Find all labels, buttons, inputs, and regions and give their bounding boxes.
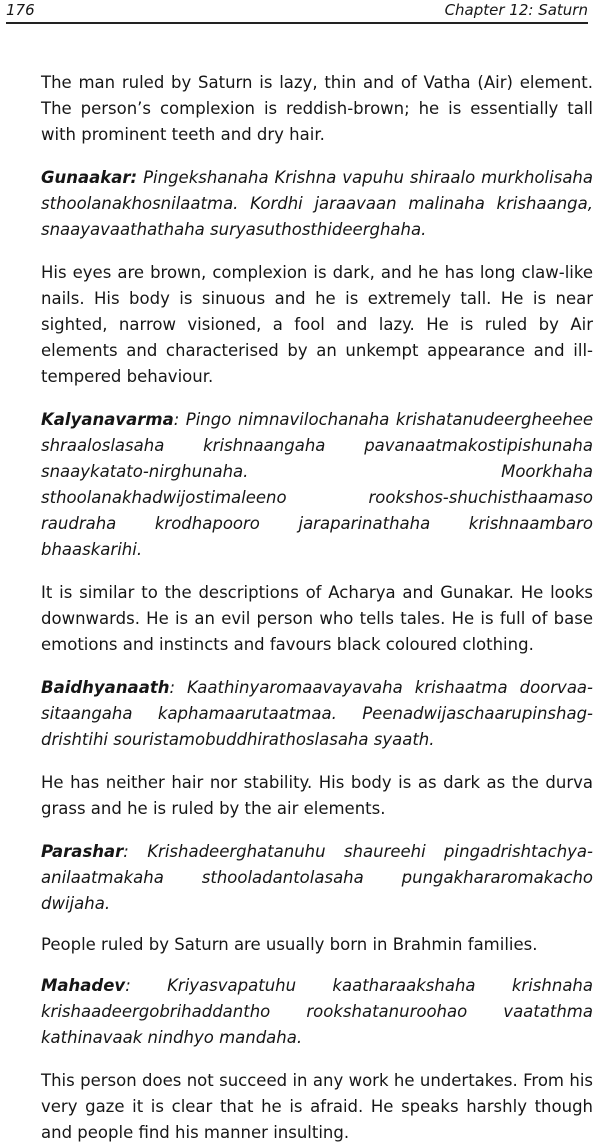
quote-text: : Pingo nimnavilochanaha krishatanudeergheehee shraaloslasaha krishnaangaha pavanaatmakostipishunaha snaaykatato-nirghunaha. Moorkhaha sthoolanakhadwijostimaleeno rookshos-shuchisthaamaso raudraha krodhapooro jaraparinathaha krishnaambaro bhaaskarihi. xyxy=(41,410,593,559)
chapter-title: Chapter 12: Saturn xyxy=(444,1,588,19)
quote-paragraph xyxy=(41,839,593,917)
quote-text: : Krishadeerghatanuhu shaureehi pingadrishtachya-anilaatmakaha sthooladantolasaha pungakhararomakacho dwijaha. xyxy=(41,842,593,913)
body-paragraph: People ruled by Saturn are usually born in Brahmin families. xyxy=(41,935,538,954)
page-body xyxy=(41,70,593,1146)
body-paragraph: His eyes are brown, complexion is dark, and he has long claw-like nails. His body is sinuous and he is extremely tall. He is near sighted, narrow visioned, a fool and lazy. He is ruled by Air elements and characterised by an unkempt appearance and ill-tempered behaviour. xyxy=(41,263,593,386)
page-number: 176 xyxy=(6,1,35,19)
quote-paragraph xyxy=(41,675,593,753)
quote-source: Baidhyanaath xyxy=(41,678,170,697)
quote-source: Gunaakar: xyxy=(41,168,138,187)
quote-text: : Kaathinyaromaavayavaha krishaatma doorvaa-sitaangaha kaphamaarutaatmaa. Peenadwijaschaarupinshag-drishtihi souristamobuddhirathoslasaha syaath. xyxy=(41,678,593,749)
quote-text: Pingekshanaha Krishna vapuhu shiraalo murkholisaha sthoolanakhosnilaatma. Kordhi jaraavaan malinaha krishaanga, snaayavaathathaha suryasuthosthideerghaha. xyxy=(41,168,593,239)
quote-paragraph xyxy=(41,165,593,243)
quote-paragraph xyxy=(41,973,593,1051)
quote-source: Mahadev xyxy=(41,976,126,995)
running-header xyxy=(6,0,588,24)
quote-text: : Kriyasvapatuhu kaatharaakshaha krishnaha krishaadeergobrihaddantho rookshatanuroohao vaatathma kathinavaak nindhyo mandaha. xyxy=(41,976,593,1047)
quote-paragraph xyxy=(41,407,593,563)
body-paragraph: The man ruled by Saturn is lazy, thin and of Vatha (Air) element. The person’s complexion is reddish-brown; he is essentially tall with prominent teeth and dry hair. xyxy=(41,73,593,144)
body-paragraph: He has neither hair nor stability. His body is as dark as the durva grass and he is ruled by the air elements. xyxy=(41,773,593,818)
body-paragraph: This person does not succeed in any work he undertakes. From his very gaze it is clear that he is afraid. He speaks harshly though and people find his manner insulting. xyxy=(41,1071,593,1142)
quote-source: Parashar xyxy=(41,842,124,861)
quote-source: Kalyanavarma xyxy=(41,410,174,429)
body-paragraph: It is similar to the descriptions of Acharya and Gunakar. He looks downwards. He is an evil person who tells tales. He is full of base emotions and instincts and favours black coloured clothing. xyxy=(41,583,593,654)
